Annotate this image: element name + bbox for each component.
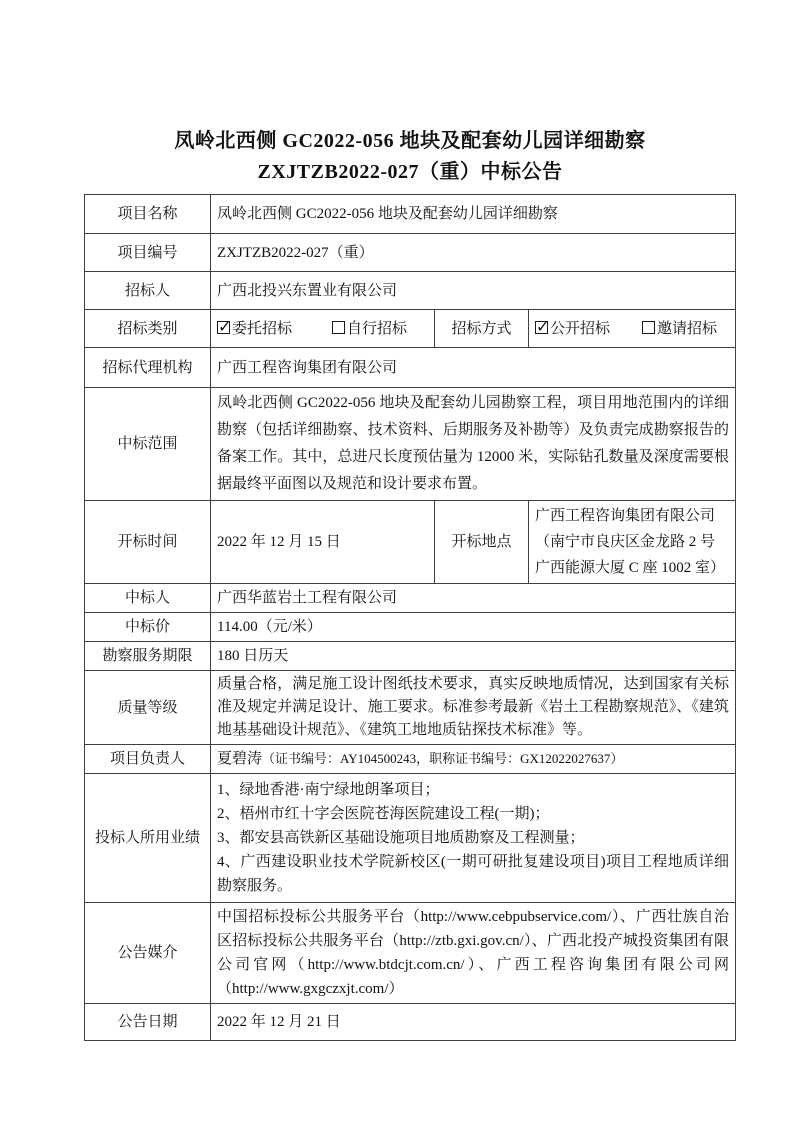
document-page [84, 0, 736, 1041]
label-tender-category: 招标类别 [117, 320, 178, 337]
table-row-project-manager [85, 744, 735, 773]
label-announcement-date: 公告日期 [117, 1014, 178, 1030]
label-bid-opening-place: 开标地点 [434, 501, 528, 583]
label-project-name: 项目名称 [117, 206, 178, 222]
label-project-number: 项目编号 [117, 244, 178, 261]
option-open-tender-label: 公开招标 [550, 320, 611, 337]
value-winner: 广西华蓝岩土工程有限公司 [210, 584, 735, 612]
table-row-winner [85, 583, 735, 612]
value-quality [210, 671, 735, 744]
table-row-tenderer [85, 271, 735, 309]
table-row-tender-category [85, 309, 735, 347]
label-agency: 招标代理机构 [102, 359, 193, 376]
table-row-media [85, 902, 735, 1003]
achievement-item-3: 3、都安县高铁新区基础设施项目地质勘察及工程测量； [217, 830, 585, 846]
label-scope: 中标范围 [117, 436, 178, 452]
achievement-item-4: 4、广西建设职业技术学院新校区(一期可研批复建设项目)项目工程地质详细勘察服务。 [217, 854, 729, 894]
tender-method-options [528, 310, 735, 347]
table-row-quality [85, 670, 735, 744]
announcement-table [84, 194, 736, 1041]
value-announcement-date: 2022 年 12 月 21 日 [210, 1004, 735, 1040]
label-project-manager: 项目负责人 [109, 751, 185, 767]
achievement-item-2: 2、梧州市红十字会医院苍海医院建设工程(一期)； [217, 806, 550, 822]
label-tenderer: 招标人 [124, 282, 170, 299]
value-scope [210, 388, 735, 500]
label-bid-opening-time: 开标时间 [117, 534, 178, 550]
option-entrusted-tender [217, 317, 292, 341]
value-price: 114.00（元/米） [210, 613, 735, 641]
option-invited-tender [642, 317, 717, 341]
value-achievements [210, 774, 735, 902]
option-open-tender [535, 317, 610, 341]
option-self-tender-label: 自行招标 [347, 320, 408, 337]
document-title [84, 126, 736, 188]
label-media: 公告媒介 [117, 945, 178, 961]
project-manager-certificates: （证书编号：AY104500243，职称证书编号：GX12022027637） [262, 751, 624, 766]
value-tenderer: 广西北投兴东置业有限公司 [210, 272, 735, 309]
option-self-tender [332, 317, 407, 341]
table-row-project-name [85, 195, 735, 233]
table-row-bid-opening [85, 500, 735, 583]
value-media [210, 903, 735, 1003]
label-service-period: 勘察服务期限 [102, 648, 193, 664]
table-row-agency [85, 347, 735, 387]
value-bid-opening-place [528, 501, 735, 583]
bid-opening-place-text: 广西工程咨询集团有限公司（南宁市良庆区金龙路 2 号广西能源大厦 C 座 1002 室） [535, 508, 726, 576]
checkbox-entrusted-tender-checked[interactable] [217, 321, 230, 334]
project-manager-name: 夏碧涛 [217, 751, 263, 767]
value-bid-opening-time: 2022 年 12 月 15 日 [210, 501, 434, 583]
value-service-period: 180 日历天 [210, 642, 735, 670]
quality-text: 质量合格，满足施工设计图纸技术要求，真实反映地质情况，达到国家有关标准及规定并满足设计、施工要求。标准参考最新《岩土工程勘察规范》、《建筑地基基础设计规范》、《建筑工地地质钻探技术标准》等。 [217, 676, 729, 738]
checkbox-self-tender-unchecked[interactable] [332, 321, 345, 334]
option-entrusted-tender-label: 委托招标 [232, 320, 293, 337]
table-row-announcement-date [85, 1003, 735, 1040]
value-project-manager [210, 745, 735, 773]
value-agency: 广西工程咨询集团有限公司 [210, 348, 735, 387]
document-title-line1: 凤岭北西侧 GC2022-056 地块及配套幼儿园详细勘察 [174, 130, 646, 152]
table-row-achievements [85, 773, 735, 902]
label-achievements: 投标人所用业绩 [94, 830, 200, 846]
table-row-service-period [85, 641, 735, 670]
checkbox-open-tender-checked[interactable] [535, 321, 548, 334]
label-tender-method: 招标方式 [434, 310, 528, 347]
document-title-line2: ZXJTZB2022-027（重）中标公告 [257, 161, 563, 183]
media-text: 中国招标投标公共服务平台（http://www.cebpubservice.com/）、广西壮族自治区招标投标公共服务平台（http://ztb.gxi.gov.cn/）、广西北投产城投资集团有限公司官网（http://www.btdcjt.com.cn/）、广西工程咨询集团有限公司网（http://www.gxgczxjt.com/） [217, 909, 729, 997]
option-invited-tender-label: 邀请招标 [657, 320, 718, 337]
achievement-item-1: 1、绿地香港·南宁绿地朗峯项目； [217, 782, 440, 798]
value-project-number: ZXJTZB2022-027（重） [210, 234, 735, 271]
label-quality: 质量等级 [117, 699, 178, 716]
table-row-scope [85, 387, 735, 500]
scope-text: 凤岭北西侧 GC2022-056 地块及配套幼儿园勘察工程，项目用地范围内的详细 勘察（包括详细勘察、技术资料、后期服务及补勘等）及负责完成勘察报告的备案工作。其中，总进尺长度预估量为 12000 米，实际钻孔数量及深度需要根据最终平面图以及规范和设计要求布置。 [217, 395, 729, 492]
checkbox-invited-tender-unchecked[interactable] [642, 321, 655, 334]
table-row-price [85, 612, 735, 641]
table-row-project-number [85, 233, 735, 271]
label-price: 中标价 [124, 619, 170, 635]
label-winner: 中标人 [124, 590, 170, 606]
tender-category-options [210, 310, 434, 347]
value-project-name: 凤岭北西侧 GC2022-056 地块及配套幼儿园详细勘察 [210, 195, 735, 233]
